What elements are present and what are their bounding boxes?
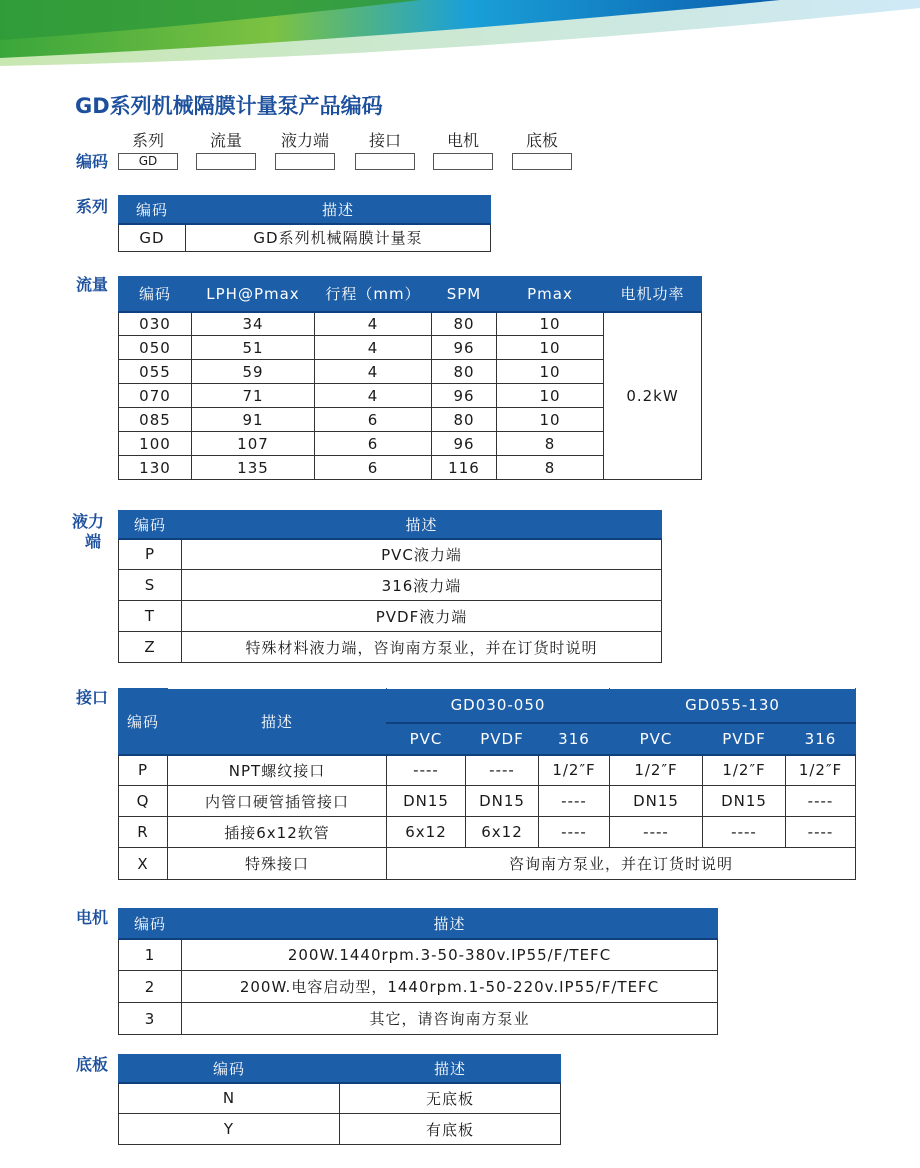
code-head-port: 接口 — [368, 131, 401, 150]
flow-code: 100 — [119, 432, 192, 456]
motor-code: 2 — [119, 971, 182, 1003]
code-box-liquid-end — [275, 153, 335, 170]
flow-stroke: 4 — [315, 312, 432, 336]
flow-spm: 96 — [432, 336, 497, 360]
code-box-base — [512, 153, 572, 170]
table-row — [119, 1114, 561, 1145]
flow-spm: 80 — [432, 360, 497, 384]
table-row — [119, 632, 662, 663]
table-row — [119, 971, 718, 1003]
flow-lph: 135 — [192, 456, 315, 480]
port-special-note: 咨询南方泵业，并在订货时说明 — [387, 848, 856, 880]
base-code: N — [119, 1083, 340, 1114]
liquid-end-desc: PVDF液力端 — [182, 601, 662, 632]
motor-table — [118, 908, 718, 1035]
code-head-flow: 流量 — [209, 131, 242, 150]
section-label-flow: 流量 — [76, 275, 109, 294]
base-desc: 有底板 — [340, 1114, 561, 1145]
liquid-end-desc: 316液力端 — [182, 570, 662, 601]
base-desc: 无底板 — [340, 1083, 561, 1114]
port-value: ---- — [786, 786, 856, 817]
port-special-desc: 特殊接口 — [168, 848, 387, 880]
section-label-series: 系列 — [76, 197, 109, 216]
port-sub-pvdf-1: PVDF — [466, 723, 539, 755]
code-box-motor — [433, 153, 493, 170]
port-value: DN15 — [387, 786, 466, 817]
flow-code: 130 — [119, 456, 192, 480]
code-head-motor: 电机 — [446, 131, 479, 150]
flow-motor-power: 0.2kW — [604, 312, 702, 480]
section-label-liquid-end-line2: 端 — [85, 532, 102, 551]
port-desc: NPT螺纹接口 — [168, 755, 387, 786]
port-value: 6x12 — [387, 817, 466, 848]
port-value: ---- — [610, 817, 703, 848]
flow-stroke: 4 — [315, 384, 432, 408]
header-banner — [0, 0, 920, 70]
flow-pmax: 10 — [497, 384, 604, 408]
port-value: ---- — [539, 786, 610, 817]
port-header-group-gd055-130: GD055-130 — [610, 689, 856, 723]
port-sub-pvc-2: PVC — [610, 723, 703, 755]
port-code: P — [119, 755, 168, 786]
flow-stroke: 6 — [315, 456, 432, 480]
port-value: 6x12 — [466, 817, 539, 848]
liquid-end-header-desc: 描述 — [182, 511, 662, 539]
motor-header-code: 编码 — [119, 909, 182, 939]
table-row — [119, 848, 856, 880]
series-code: GD — [119, 224, 186, 252]
flow-pmax: 8 — [497, 432, 604, 456]
flow-spm: 96 — [432, 384, 497, 408]
liquid-end-table — [118, 510, 662, 663]
flow-lph: 34 — [192, 312, 315, 336]
port-sub-pvc-1: PVC — [387, 723, 466, 755]
table-row — [119, 817, 856, 848]
flow-stroke: 6 — [315, 432, 432, 456]
flow-pmax: 10 — [497, 408, 604, 432]
section-label-motor: 电机 — [76, 908, 109, 927]
table-row — [119, 939, 718, 971]
port-value: ---- — [703, 817, 786, 848]
base-table — [118, 1054, 561, 1145]
code-box-series: GD — [118, 153, 178, 170]
flow-header-lph: LPH@Pmax — [192, 277, 315, 312]
base-header-code: 编码 — [119, 1055, 340, 1083]
flow-stroke: 4 — [315, 336, 432, 360]
table-row — [119, 1083, 561, 1114]
port-desc: 插接6x12软管 — [168, 817, 387, 848]
liquid-end-code: Z — [119, 632, 182, 663]
series-header-desc: 描述 — [186, 196, 491, 224]
series-header-code: 编码 — [119, 196, 186, 224]
liquid-end-desc: PVC液力端 — [182, 539, 662, 570]
table-row — [119, 312, 702, 336]
flow-pmax: 8 — [497, 456, 604, 480]
base-code: Y — [119, 1114, 340, 1145]
motor-header-desc: 描述 — [182, 909, 718, 939]
flow-spm: 80 — [432, 312, 497, 336]
port-sub-316-2: 316 — [786, 723, 856, 755]
flow-pmax: 10 — [497, 336, 604, 360]
liquid-end-code: P — [119, 539, 182, 570]
port-header-desc: 描述 — [168, 689, 387, 755]
table-row — [119, 570, 662, 601]
page-title: GD系列机械隔膜计量泵产品编码 — [75, 94, 383, 118]
flow-lph: 91 — [192, 408, 315, 432]
flow-lph: 71 — [192, 384, 315, 408]
port-value: DN15 — [703, 786, 786, 817]
flow-table — [118, 276, 702, 480]
flow-code: 055 — [119, 360, 192, 384]
port-value: 1/2″F — [539, 755, 610, 786]
port-value: DN15 — [466, 786, 539, 817]
port-value: ---- — [466, 755, 539, 786]
liquid-end-desc: 特殊材料液力端，咨询南方泵业，并在订货时说明 — [182, 632, 662, 663]
table-row — [119, 1003, 718, 1035]
series-table — [118, 195, 491, 252]
port-value: 1/2″F — [610, 755, 703, 786]
code-row-label: 编码 — [76, 152, 109, 171]
flow-header-code: 编码 — [119, 277, 192, 312]
port-sub-316-1: 316 — [539, 723, 610, 755]
port-header-group-gd030-050: GD030-050 — [387, 689, 610, 723]
port-desc: 内管口硬管插管接口 — [168, 786, 387, 817]
motor-code: 3 — [119, 1003, 182, 1035]
flow-lph: 59 — [192, 360, 315, 384]
code-head-series: 系列 — [131, 131, 164, 150]
port-value: ---- — [387, 755, 466, 786]
flow-lph: 51 — [192, 336, 315, 360]
liquid-end-code: T — [119, 601, 182, 632]
port-value: ---- — [786, 817, 856, 848]
table-row — [119, 755, 856, 786]
flow-code: 085 — [119, 408, 192, 432]
flow-stroke: 4 — [315, 360, 432, 384]
flow-spm: 116 — [432, 456, 497, 480]
port-table — [118, 688, 856, 880]
code-box-flow — [196, 153, 256, 170]
series-desc: GD系列机械隔膜计量泵 — [186, 224, 491, 252]
motor-desc: 200W.1440rpm.3-50-380v.IP55/F/TEFC — [182, 939, 718, 971]
port-header-code: 编码 — [119, 689, 168, 755]
flow-code: 050 — [119, 336, 192, 360]
flow-code: 030 — [119, 312, 192, 336]
motor-desc: 200W.电容启动型，1440rpm.1-50-220v.IP55/F/TEFC — [182, 971, 718, 1003]
flow-pmax: 10 — [497, 360, 604, 384]
section-label-base: 底板 — [76, 1055, 109, 1074]
port-code: R — [119, 817, 168, 848]
base-header-desc: 描述 — [340, 1055, 561, 1083]
liquid-end-code: S — [119, 570, 182, 601]
code-box-port — [355, 153, 415, 170]
flow-stroke: 6 — [315, 408, 432, 432]
port-value: 1/2″F — [703, 755, 786, 786]
flow-lph: 107 — [192, 432, 315, 456]
flow-header-pmax: Pmax — [497, 277, 604, 312]
section-label-liquid-end-line1: 液力 — [72, 512, 105, 531]
table-row — [119, 786, 856, 817]
motor-code: 1 — [119, 939, 182, 971]
flow-spm: 80 — [432, 408, 497, 432]
port-value: DN15 — [610, 786, 703, 817]
port-value: ---- — [539, 817, 610, 848]
port-special-code: X — [119, 848, 168, 880]
port-code: Q — [119, 786, 168, 817]
table-row — [119, 601, 662, 632]
flow-header-power: 电机功率 — [604, 277, 702, 312]
port-value: 1/2″F — [786, 755, 856, 786]
table-row — [119, 539, 662, 570]
port-sub-pvdf-2: PVDF — [703, 723, 786, 755]
flow-code: 070 — [119, 384, 192, 408]
flow-header-spm: SPM — [432, 277, 497, 312]
motor-desc: 其它，请咨询南方泵业 — [182, 1003, 718, 1035]
flow-header-stroke: 行程（mm） — [315, 277, 432, 312]
table-row — [119, 224, 491, 252]
flow-pmax: 10 — [497, 312, 604, 336]
code-head-liquid-end: 液力端 — [280, 131, 329, 150]
section-label-liquid-end — [72, 512, 104, 552]
section-label-port: 接口 — [76, 688, 109, 707]
code-head-base: 底板 — [525, 131, 558, 150]
flow-spm: 96 — [432, 432, 497, 456]
liquid-end-header-code: 编码 — [119, 511, 182, 539]
